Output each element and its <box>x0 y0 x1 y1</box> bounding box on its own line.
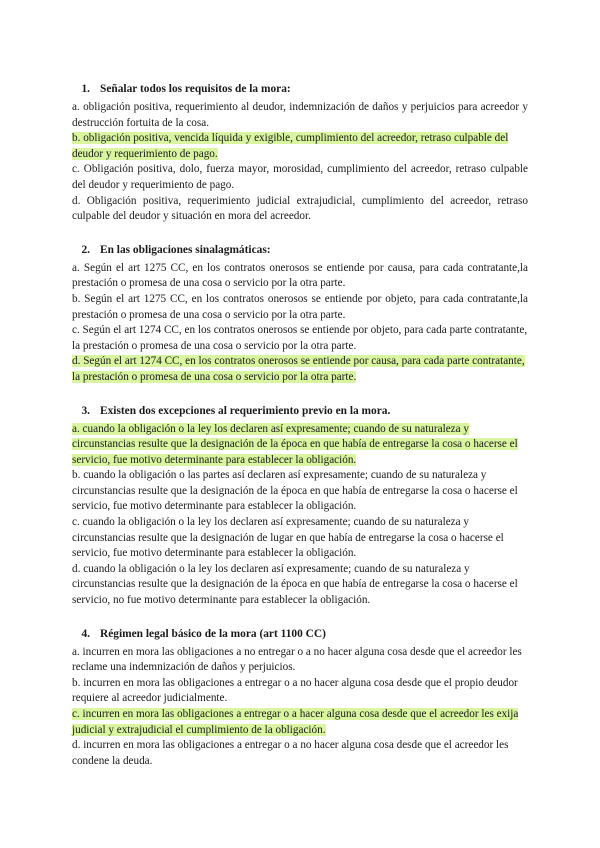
question-number: 4. <box>81 627 90 640</box>
question-number: 3. <box>81 404 90 417</box>
question-title: Régimen legal básico de la mora (art 1100 CC) <box>100 627 326 640</box>
answer-option-a: a. Según el art 1275 CC, en los contratos onerosos se entiende por causa, para cada contratante,la prestación o promesa de una cosa o servicio por la otra parte. <box>72 261 528 290</box>
question-title: Existen dos excepciones al requerimiento previo en la mora. <box>100 404 391 417</box>
question-heading <box>72 627 528 642</box>
answer-option-a: a. incurren en mora las obligaciones a no entregar o a no hacer alguna cosa desde que el acreedor les reclame una indemnización de daños y perjuicios. <box>72 645 522 674</box>
answer-option-d: d. cuando la obligación o la ley los declaren así expresamente; cuando de su naturaleza y circunstancias resulte que la designación de la época en que había de entregarse la cosa o hacerse el servicio, no fue motivo determinante para establecer la obligación. <box>72 562 518 607</box>
answer-option-d: d. incurren en mora las obligaciones a entregar o a no hacer alguna cosa desde que el acreedor les condene la deuda. <box>72 739 509 767</box>
answer-option-d: d. Obligación positiva, requerimiento judicial extrajudicial, cumplimiento del acreedor, retraso culpable del deudor y situación en mora del acreedor. <box>72 194 528 223</box>
answer-option-c: c. cuando la obligación o la ley los declaren así expresamente; cuando de su naturaleza y circunstancias resulte que la designación de lugar en que había de entregarse la cosa o hacerse el servicio, fue motivo determinante para establecer la obligación. <box>72 516 504 560</box>
answer-option-b <box>72 131 528 162</box>
answer-option-b: b. cuando la obligación o las partes así declaren así expresamente; cuando de su naturaleza y circunstancias resulte que la designación de la época en que había de entregarse la cosa o hacerse el servicio, fue motivo determinante para establecer la obligación. <box>72 469 518 513</box>
answer-option-c: c. Según el art 1274 CC, en los contratos onerosos se entiende por objeto, para cada parte contratante, la prestación o promesa de una cosa o servicio por la otra parte. <box>72 324 528 352</box>
answer-option-b: b. Según el art 1275 CC, en los contratos onerosos se entiende por objeto, para cada contratante,la prestación o promesa de una cosa o servicio por la otra parte. <box>72 292 528 321</box>
question-2 <box>72 243 528 386</box>
highlighted-answer: b. obligación positiva, vencida líquida y exigible, cumplimiento del acreedor, retraso culpable del deudor y requerimiento de pago. <box>72 132 509 160</box>
question-number: 2. <box>81 243 90 256</box>
highlighted-answer: c. incurren en mora las obligaciones a entregar o a hacer alguna cosa desde que el acreedor les exija judicial y extrajudicial el cumplimiento de la obligación. <box>72 708 519 736</box>
answer-option-c: c. Obligación positiva, dolo, fuerza mayor, morosidad, cumplimiento del acreedor, retraso culpable del deudor y requerimiento de pago. <box>72 163 528 191</box>
answer-option-a <box>72 422 528 469</box>
question-heading <box>72 243 528 258</box>
highlighted-answer: a. cuando la obligación o la ley los declaren así expresamente; cuando de su naturaleza y circunstancias resulte que la designación de la época en que había de entregarse la cosa o hacerse el servicio, fue motivo determinante para establecer la obligación. <box>72 422 518 466</box>
question-title: En las obligaciones sinalagmáticas: <box>100 243 271 256</box>
question-1 <box>72 82 528 225</box>
answer-option-a: a. obligación positiva, requerimiento al deudor, indemnización de daños y perjuicios para acreedor y destrucción fortuita de la cosa. <box>72 101 528 129</box>
answer-option-c <box>72 707 528 738</box>
answer-option-d <box>72 354 528 385</box>
question-heading <box>72 82 528 97</box>
question-heading <box>72 404 528 419</box>
answer-option-b: b. incurren en mora las obligaciones a entregar o a no hacer alguna cosa desde que el propio deudor requiere al acreedor judicialmente. <box>72 676 518 705</box>
highlighted-answer: d. Según el art 1274 CC, en los contratos onerosos se entiende por causa, para cada parte contratante, la prestación o promesa de una cosa o servicio por la otra parte. <box>72 355 525 383</box>
question-3 <box>72 404 528 609</box>
question-4 <box>72 627 528 770</box>
question-title: Señalar todos los requisitos de la mora: <box>100 83 291 95</box>
question-number: 1. <box>81 83 90 95</box>
